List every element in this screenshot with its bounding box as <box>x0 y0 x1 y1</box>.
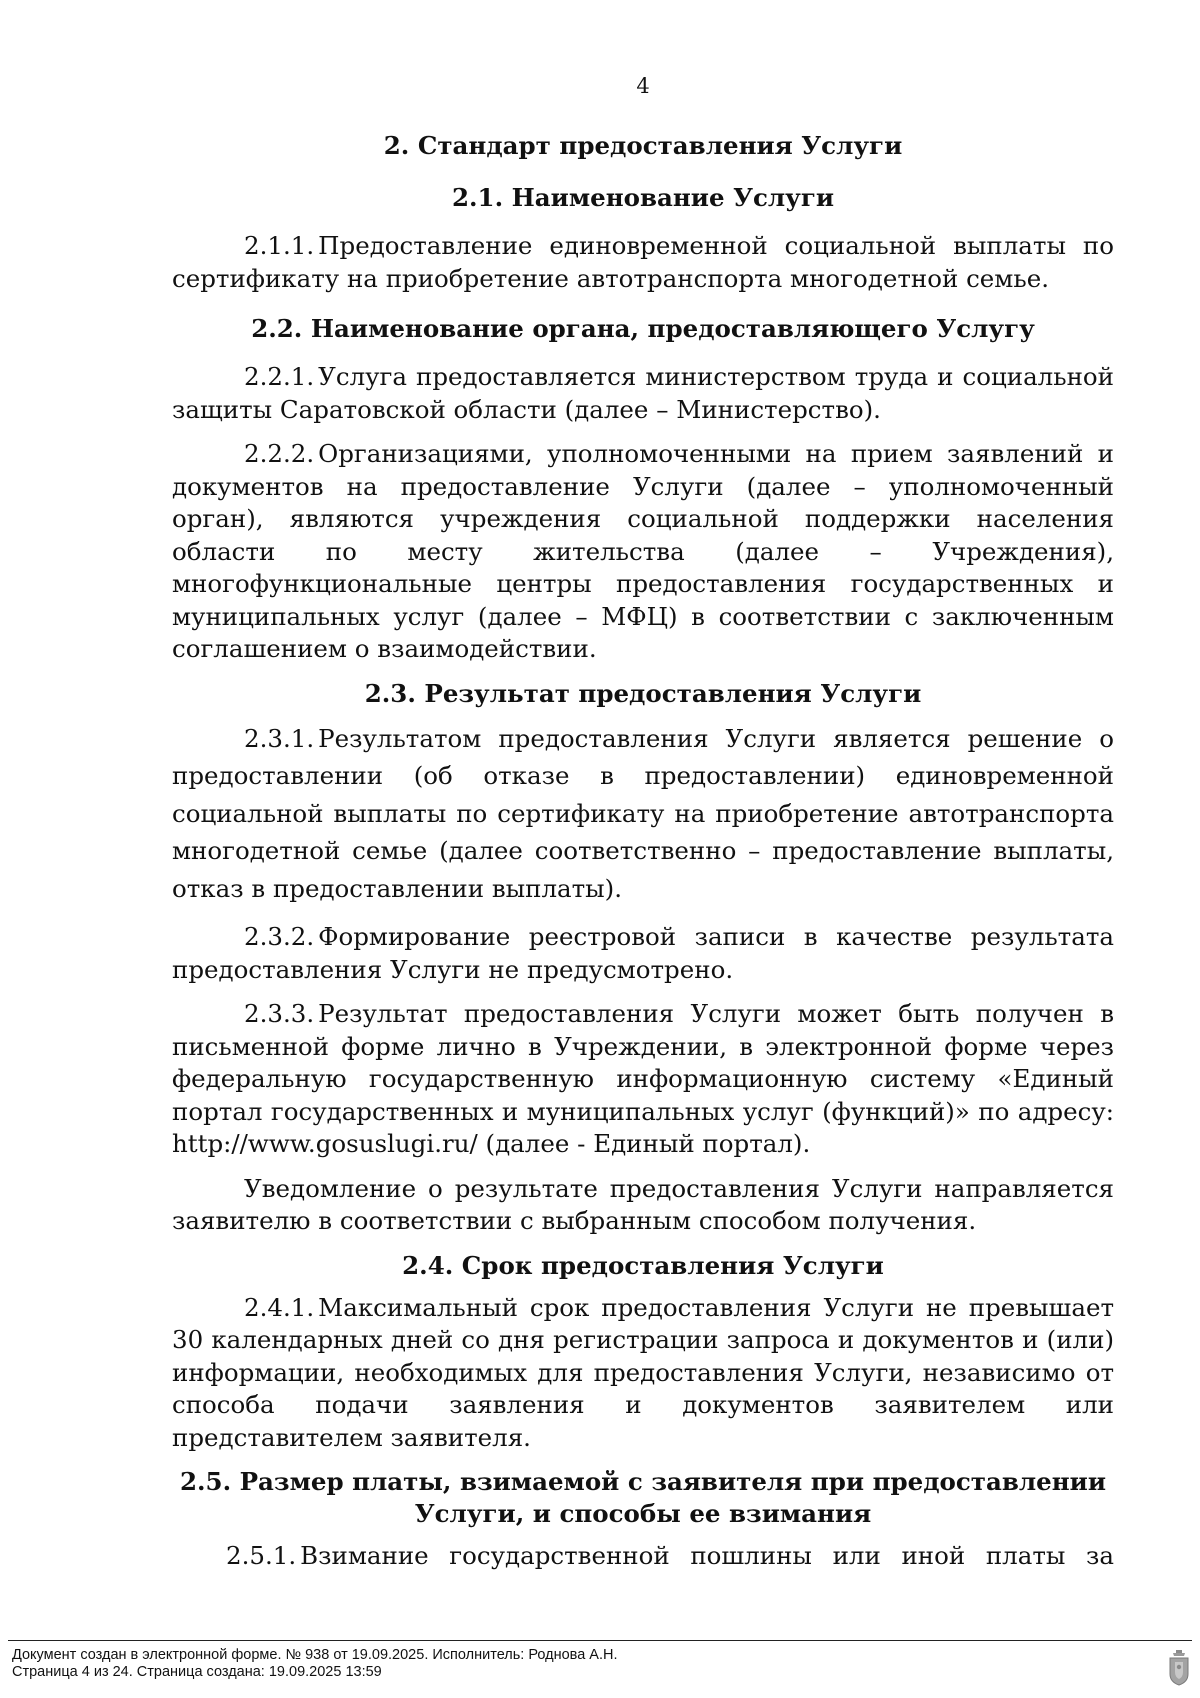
paragraph-2-4-1 <box>172 1292 1114 1455</box>
coat-of-arms-icon <box>1168 1650 1190 1686</box>
paragraph-2-3-notice: Уведомление о результате предоставления Услуги направляется заявителю в соответствии с выбранным способом получения. <box>172 1173 1114 1235</box>
paragraph-text: Формирование реестровой записи в качестве результата предоставления Услуги не предусмотрено. <box>172 922 1114 984</box>
paragraph-text: Максимальный срок предоставления Услуги не превышает 30 календарных дней со дня регистрации запроса и документов и (или) информации, необходимых для предоставления Услуги, независимо от способа подачи заявления и документов заявителем или представителем заявителя. <box>172 1292 1114 1452</box>
subsection-title-2-3: 2.3. Результат предоставления Услуги <box>364 678 922 708</box>
subsection-title-2-4: 2.4. Срок предоставления Услуги <box>402 1250 884 1280</box>
footer-divider <box>8 1640 1192 1641</box>
paragraph-2-3-1 <box>172 720 1114 908</box>
page-number: 4 <box>636 74 650 98</box>
document-body <box>172 130 1114 1573</box>
document-footer <box>0 1640 1200 1698</box>
paragraph-text: Результат предоставления Услуги может быть получен в письменной форме лично в Учреждении, в электронной форме через федеральную государственную информационную систему «Единый портал государственных и муниципальных услуг (функций)» по адресу: http://www.gosuslugi.ru/ (далее - Единый портал). <box>172 999 1114 1158</box>
paragraph-2-2-1 <box>172 361 1114 426</box>
paragraph-text: Предоставление единовременной социальной выплаты по сертификату на приобретение автотранспорта многодетной семье. <box>172 231 1114 293</box>
paragraph-2-3-3 <box>172 998 1114 1161</box>
subsection-title-2-5: 2.5. Размер платы, взимаемой с заявителя при предоставлении Услуги, и способы ее взимания <box>179 1467 1107 1528</box>
paragraph-number: 2.3.2. <box>244 922 315 951</box>
footer-line-1: Документ создан в электронной форме. № 938 от 19.09.2025. Исполнитель: Роднова А.Н. <box>12 1647 618 1663</box>
paragraph-number: 2.5.1. <box>226 1541 297 1570</box>
paragraph-number: 2.2.2. <box>244 439 315 468</box>
paragraph-text: Взимание государственной пошлины или иной платы за <box>300 1541 1114 1570</box>
footer-line-2: Страница 4 из 24. Страница создана: 19.09.2025 13:59 <box>12 1664 382 1680</box>
paragraph-text: Результатом предоставления Услуги является решение о предоставлении (об отказе в предоставлении) единовременной социальной выплаты по сертификату на приобретение автотранспорта многодетной семье (далее соответственно – предоставление выплаты, отказ в предоставлении выплаты). <box>172 723 1114 903</box>
paragraph-text: Услуга предоставляется министерством труда и социальной защиты Саратовской области (далее – Министерство). <box>172 362 1114 424</box>
paragraph-number: 2.2.1. <box>244 362 315 391</box>
paragraph-number: 2.1.1. <box>244 231 315 260</box>
subsection-title-2-2: 2.2. Наименование органа, предоставляющего Услугу <box>251 314 1035 343</box>
paragraph-number: 2.3.3. <box>244 999 315 1028</box>
paragraph-2-3-2 <box>172 921 1114 986</box>
paragraph-2-2-2 <box>172 438 1114 666</box>
paragraph-2-1-1 <box>172 230 1114 295</box>
subsection-title-2-1: 2.1. Наименование Услуги <box>451 183 835 212</box>
paragraph-2-5-1 <box>172 1540 1114 1573</box>
paragraph-number: 2.4.1. <box>244 1292 315 1322</box>
footer-text <box>12 1647 618 1681</box>
section-title: 2. Стандарт предоставления Услуги <box>383 131 903 160</box>
paragraph-number: 2.3.1. <box>244 723 315 753</box>
paragraph-text: Организациями, уполномоченными на прием заявлений и документов на предоставление Услуги (далее – уполномоченный орган), являются учреждения социальной поддержки населения области по месту жительства (далее – Учреждения), многофункциональные центры предоставления государственных и муниципальных услуг (далее – МФЦ) в соответствии с заключенным соглашением о взаимодействии. <box>172 439 1114 663</box>
